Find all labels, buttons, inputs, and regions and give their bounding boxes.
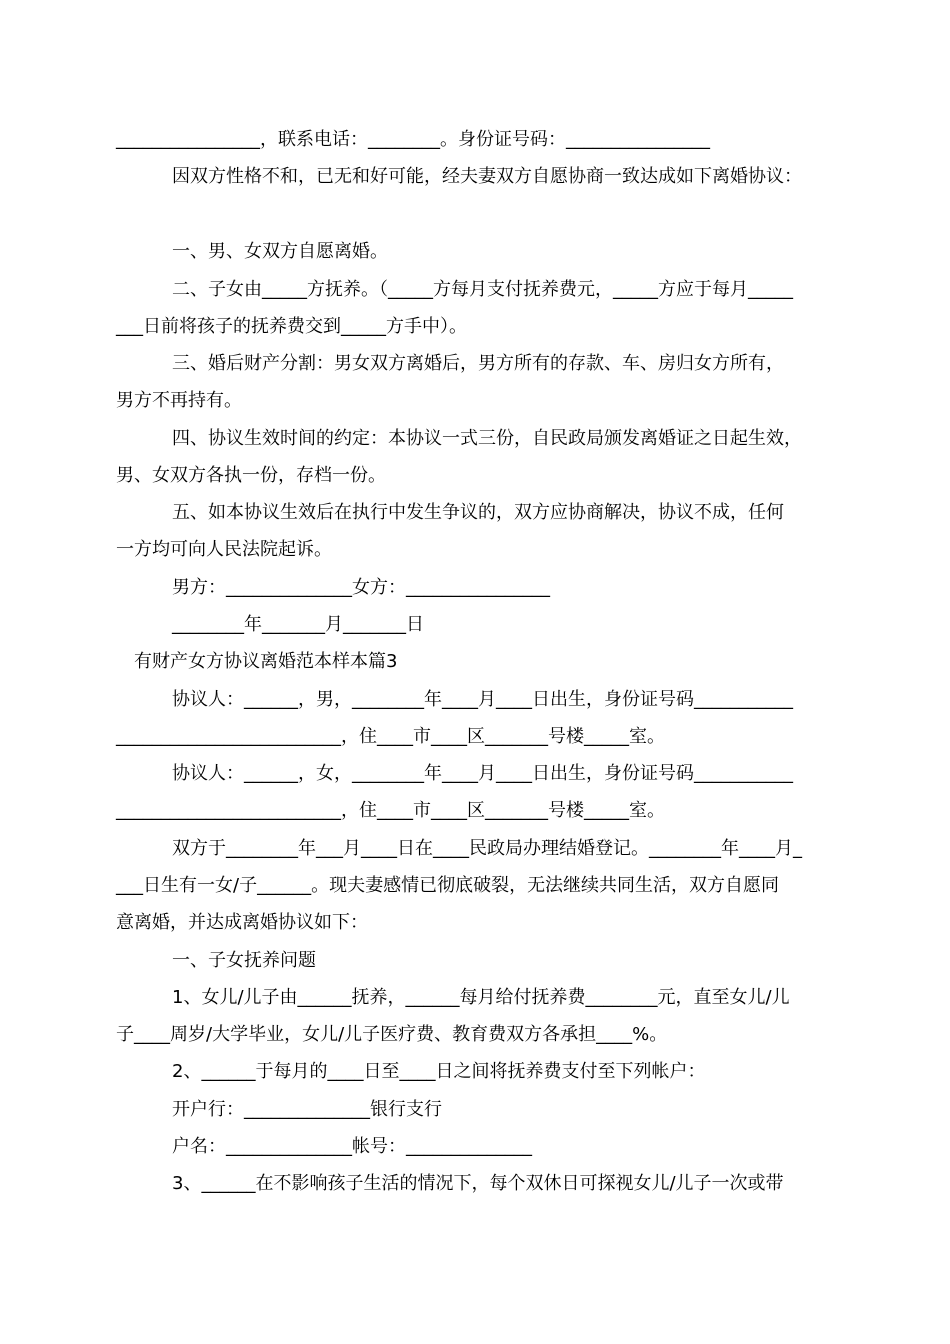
- signature-line: 男方：______________女方：________________: [172, 577, 550, 598]
- clause-1: 一、男、女双方自愿离婚。: [172, 241, 388, 262]
- clause-3-line1: 三、婚后财产分割：男女双方离婚后，男方所有的存款、车、房归女方所有，: [172, 353, 784, 374]
- marriage-line2: ___日生有一女/子______。现夫妻感情已彻底破裂，无法继续共同生活，双方自愿同: [116, 875, 780, 896]
- bank-line: 开户行：______________银行支行: [172, 1099, 442, 1120]
- child-3-line1: 3、______在不影响孩子生活的情况下，每个双休日可探视女儿/儿子一次或带: [172, 1173, 784, 1194]
- clause-5-line1: 五、如本协议生效后在执行中发生争议的，双方应协商解决，协议不成，任何: [172, 502, 784, 523]
- party2-line1: 协议人：______，女，________年____月____日出生，身份证号码___________: [172, 763, 793, 784]
- marriage-line1: 双方于________年___月____日在____民政局办理结婚登记。________年____月_: [172, 838, 802, 859]
- line-intro: 因双方性格不和，已无和好可能，经夫妻双方自愿协商一致达成如下离婚协议：: [172, 166, 802, 187]
- child-2-line1: 2、______于每月的____日至____日之间将抚养费支付至下列帐户：: [172, 1061, 706, 1082]
- child-1-line1: 1、女儿/儿子由______抚养，______每月给付抚养费________元，直至女儿/儿: [172, 987, 790, 1008]
- clause-4-line1: 四、协议生效时间的约定：本协议一式三份，自民政局颁发离婚证之日起生效，: [172, 428, 802, 449]
- clause-3-line2: 男方不再持有。: [116, 390, 242, 411]
- section-title: 有财产女方协议离婚范本样本篇3: [134, 651, 398, 672]
- clause-2-line2: ___日前将孩子的抚养费交到_____方手中）。: [116, 316, 467, 337]
- party1-line2: _________________________，住____市____区_______号楼_____室。: [116, 726, 665, 747]
- party2-line2: _________________________，住____市____区_______号楼_____室。: [116, 800, 665, 821]
- party1-line1: 协议人：______，男，________年____月____日出生，身份证号码___________: [172, 689, 793, 710]
- child-heading: 一、子女抚养问题: [172, 950, 316, 971]
- line-contact-id: ________________，联系电话：________。身份证号码：________________: [116, 129, 710, 150]
- marriage-line3: 意离婚，并达成离婚协议如下：: [116, 912, 368, 933]
- child-1-line2: 子____周岁/大学毕业，女儿/儿子医疗费、教育费双方各承担____%。: [116, 1024, 668, 1045]
- date-line: ________年_______月_______日: [172, 614, 424, 635]
- clause-4-line2: 男、女双方各执一份，存档一份。: [116, 465, 386, 486]
- account-line: 户名：______________帐号：______________: [172, 1136, 532, 1157]
- clause-2-line1: 二、子女由_____方抚养。（_____方每月支付抚养费元，_____方应于每月_____: [172, 279, 793, 300]
- clause-5-line2: 一方均可向人民法院起诉。: [116, 539, 332, 560]
